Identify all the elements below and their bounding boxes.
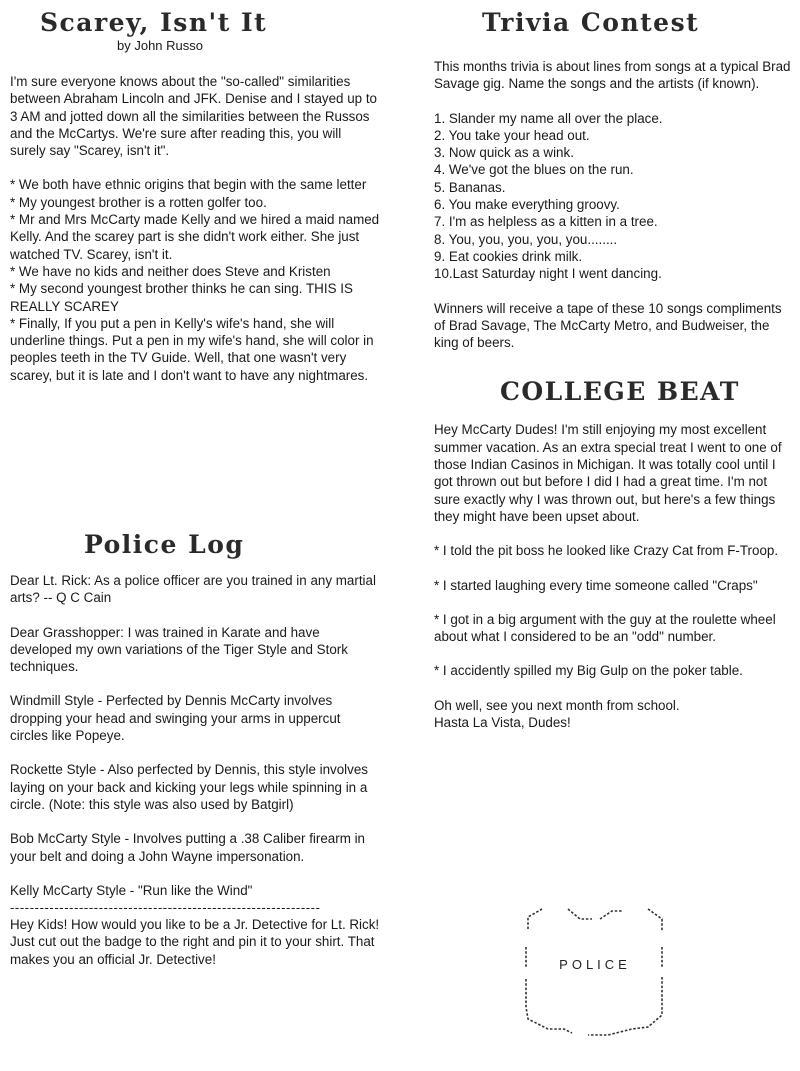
- police-question: Dear Lt. Rick: As a police officer are you trained in any martial arts? -- Q C Cain: [10, 573, 376, 606]
- trivia-question: 3. Now quick as a wink.: [434, 145, 574, 161]
- left-column: [10, 8, 380, 968]
- college-item: * I accidently spilled my Big Gulp on the poker table.: [434, 663, 743, 679]
- police-badge-cutout: [522, 907, 668, 1037]
- trivia-question: 5. Bananas.: [434, 179, 506, 195]
- scarey-title: Scarey, Isn't It: [40, 8, 268, 37]
- police-log-title: Police Log: [84, 530, 245, 559]
- college-item: * I told the pit boss he looked like Crazy Cat from F-Troop.: [434, 543, 779, 559]
- college-item: * I started laughing every time someone called "Craps": [434, 577, 758, 593]
- police-rockette-style: Rockette Style - Also perfected by Dennis, this style involves laying on your back and kicking your legs while spinning in a circle. (Note: this style was also used by Batgirl): [10, 762, 368, 812]
- badge-outline-icon: [522, 907, 668, 1037]
- college-item: * I got in a big argument with the guy at the roulette wheel about what I considered to be an "odd" number.: [434, 611, 776, 645]
- trivia-questions: [434, 110, 794, 283]
- scarey-body: [10, 73, 380, 384]
- scarey-item: * My youngest brother is a rotten golfer too.: [10, 194, 267, 210]
- scarey-intro: I'm sure everyone knows about the "so-called" similarities between Abraham Lincoln and JFK. Denise and I stayed up to 3 AM and jotted down all the similarities between the Russos and the McCartys. We're sure after reading this, you will surely say "Scarey, isn't it".: [10, 74, 377, 159]
- trivia-question: 6. You make everything groovy.: [434, 197, 620, 213]
- trivia-question: 7. I'm as helpless as a kitten in a tree.: [434, 214, 658, 230]
- police-kids-intro: Hey Kids! How would you like to be a Jr. Detective for Lt. Rick!: [10, 917, 380, 933]
- scarey-item: * My second youngest brother thinks he can sing. THIS IS REALLY SCAREY: [10, 281, 353, 314]
- trivia-prize: Winners will receive a tape of these 10 songs compliments of Brad Savage, The McCarty Metro, and Budweiser, the king of beers.: [434, 300, 782, 351]
- college-signoff-closing: Hasta La Vista, Dudes!: [434, 715, 571, 731]
- right-column: [434, 8, 794, 731]
- police-log-body: [10, 572, 380, 968]
- scarey-item: * We both have ethnic origins that begin with the same letter: [10, 177, 367, 193]
- police-kelly-style: Kelly McCarty Style - "Run like the Wind": [10, 882, 253, 898]
- scarey-item: * Finally, If you put a pen in Kelly's wife's hand, she will underline things. Put a pen in my wife's hand, she will color in peoples teeth in the TV Guide. Well, that one wasn't very scarey, but it is late and I don't want to have any nightmares.: [10, 315, 374, 383]
- trivia-question: 8. You, you, you, you, you........: [434, 231, 618, 247]
- police-kids-instructions: Just cut out the badge to the right and pin it to your shirt. That makes you an official Jr. Detective!: [10, 934, 375, 967]
- scarey-article: [10, 8, 380, 498]
- badge-label: POLICE: [559, 957, 631, 972]
- police-separator: ---------------------------------------------------------------: [10, 900, 321, 916]
- trivia-body: [434, 58, 794, 351]
- scarey-byline: by John Russo: [117, 38, 203, 53]
- college-beat-body: [434, 421, 794, 731]
- police-bob-style: Bob McCarty Style - Involves putting a .38 Caliber firearm in your belt and doing a John Wayne impersonation.: [10, 831, 365, 864]
- police-answer: Dear Grasshopper: I was trained in Karate and have developed my own variations of the Tiger Style and Stork techniques.: [10, 624, 348, 675]
- trivia-question: 2. You take your head out.: [434, 127, 590, 143]
- police-log-article: [10, 530, 380, 968]
- college-beat-title: COLLEGE BEAT: [500, 377, 740, 407]
- college-beat-article: [434, 377, 794, 731]
- police-windmill-style: Windmill Style - Perfected by Dennis McCarty involves dropping your head and swinging your arms in uppercut circles like Popeye.: [10, 693, 341, 744]
- college-signoff: Oh well, see you next month from school.: [434, 697, 680, 713]
- trivia-intro: This months trivia is about lines from songs at a typical Brad Savage gig. Name the songs and the artists (if known).: [434, 59, 791, 92]
- trivia-question: 9. Eat cookies drink milk.: [434, 248, 583, 264]
- trivia-article: [434, 8, 794, 351]
- trivia-question: 4. We've got the blues on the run.: [434, 162, 634, 178]
- trivia-question: 10.Last Saturday night I went dancing.: [434, 266, 662, 282]
- college-intro: Hey McCarty Dudes! I'm still enjoying my most excellent summer vacation. As an extra special treat I went to one of those Indian Casinos in Michigan. It was totally cool until I got thrown out but before I did I had a great time. I'm not sure exactly why I was thrown out, but here's a few things they might have been upset about.: [434, 422, 782, 524]
- trivia-title: Trivia Contest: [482, 8, 700, 37]
- scarey-item: * Mr and Mrs McCarty made Kelly and we hired a maid named Kelly. And the scarey part is she didn't work either. She just watched TV. Scarey, isn't it.: [10, 212, 380, 262]
- trivia-question: 1. Slander my name all over the place.: [434, 110, 663, 126]
- scarey-item: * We have no kids and neither does Steve and Kristen: [10, 263, 331, 279]
